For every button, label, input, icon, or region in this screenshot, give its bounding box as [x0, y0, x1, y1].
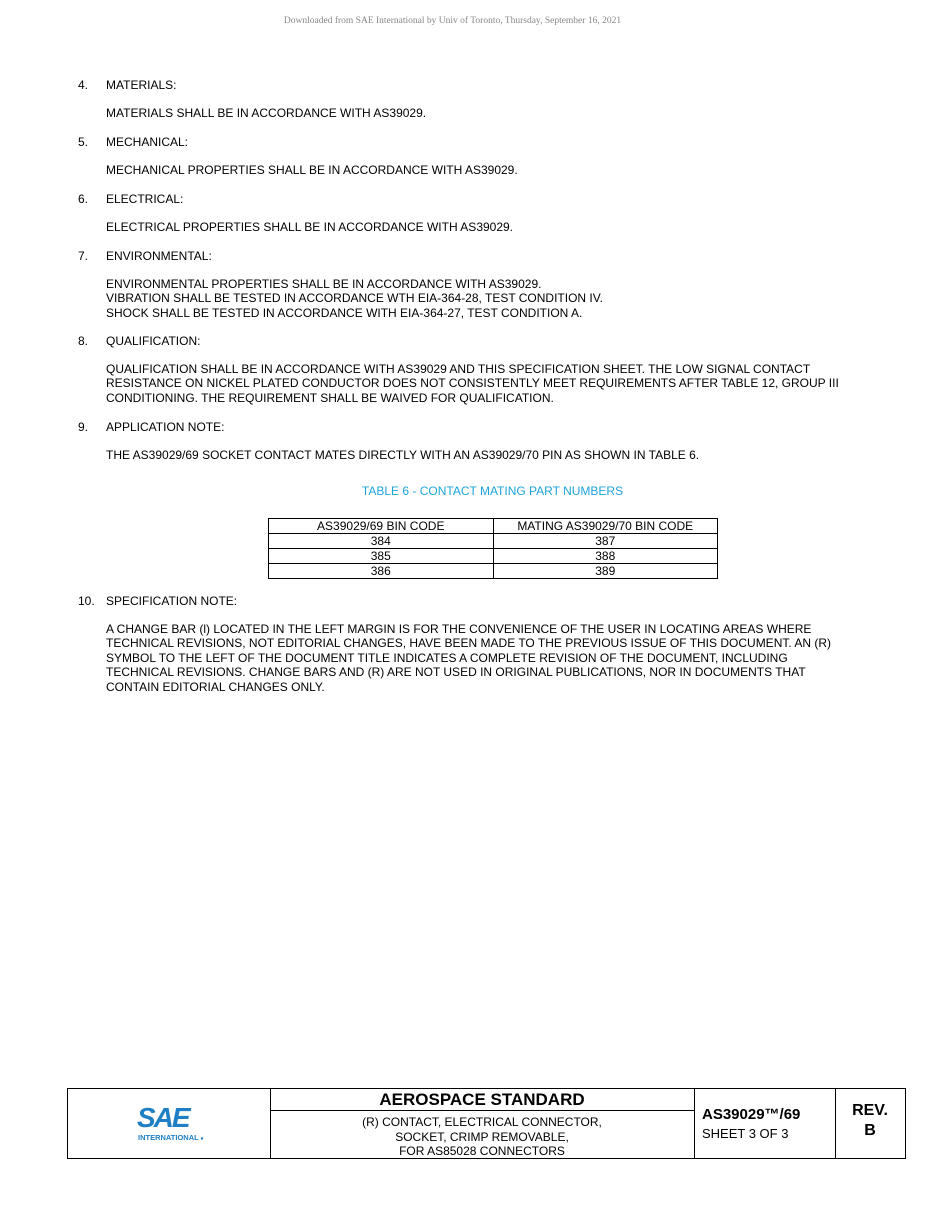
section-mechanical — [78, 135, 888, 177]
sae-logo-text: SAE — [137, 1102, 189, 1133]
section-title: APPLICATION NOTE: — [106, 420, 225, 434]
title-block — [67, 1088, 906, 1159]
section-text: MECHANICAL PROPERTIES SHALL BE IN ACCORDANCE WITH AS39029. — [106, 163, 518, 177]
section-number: 7. — [78, 249, 89, 263]
table-cell: 389 — [493, 564, 718, 579]
section-number: 6. — [78, 192, 89, 206]
section-text: TECHNICAL REVISIONS, NOT EDITORIAL CHANGES, HAVE BEEN MADE TO THE PREVIOUS ISSUE OF THIS DOCUMENT. AN (R) — [106, 636, 832, 651]
section-environmental — [78, 249, 888, 320]
section-qualification — [78, 334, 888, 405]
registered-mark-icon — [201, 1137, 203, 1139]
table-row — [269, 534, 718, 549]
download-watermark: Downloaded from SAE International by Univ of Toronto, Thursday, September 16, 2021 — [283, 16, 622, 26]
document-description — [270, 1111, 694, 1159]
sae-logo — [136, 1101, 206, 1143]
section-text: TECHNICAL REVISIONS. CHANGE BARS AND (R) ARE NOT USED IN ORIGINAL PUBLICATIONS, NOR IN DOCUMENTS THAT — [106, 665, 806, 680]
revision-value: B — [864, 1122, 876, 1139]
section-specification-note — [78, 594, 888, 694]
description-line: FOR AS85028 CONNECTORS — [399, 1144, 565, 1158]
contact-mating-table — [268, 518, 718, 579]
revision-cell — [835, 1089, 905, 1158]
table-cell: 385 — [269, 549, 494, 564]
section-text: A CHANGE BAR (l) LOCATED IN THE LEFT MARGIN IS FOR THE CONVENIENCE OF THE USER IN LOCATING AREAS WHERE — [106, 622, 812, 636]
sae-logo-subtext: INTERNATIONAL — [138, 1133, 199, 1142]
section-text: SHOCK SHALL BE TESTED IN ACCORDANCE WITH EIA-364-27, TEST CONDITION A. — [106, 305, 583, 320]
section-number: 10. — [78, 594, 95, 608]
table-row — [269, 564, 718, 579]
table-6-title: TABLE 6 - CONTACT MATING PART NUMBERS — [361, 484, 624, 498]
table-cell: 388 — [493, 549, 718, 564]
table-header-row — [269, 519, 718, 534]
document-number-cell — [694, 1089, 836, 1158]
table-header-cell: AS39029/69 BIN CODE — [269, 519, 494, 534]
table-row — [269, 549, 718, 564]
section-title: ENVIRONMENTAL: — [106, 249, 212, 263]
description-line: (R) CONTACT, ELECTRICAL CONNECTOR, — [362, 1115, 602, 1129]
section-text: CONDITIONING. THE REQUIREMENT SHALL BE WAIVED FOR QUALIFICATION. — [106, 390, 554, 405]
section-application-note — [78, 420, 888, 462]
section-text: ENVIRONMENTAL PROPERTIES SHALL BE IN ACCORDANCE WITH AS39029. — [106, 277, 542, 291]
section-materials — [78, 78, 888, 120]
section-electrical — [78, 192, 888, 234]
table-header-cell: MATING AS39029/70 BIN CODE — [493, 519, 718, 534]
section-title: MATERIALS: — [106, 78, 177, 92]
revision-label: REV. — [852, 1102, 888, 1119]
description-line: SOCKET, CRIMP REMOVABLE, — [395, 1129, 569, 1144]
logo-cell — [68, 1089, 271, 1158]
document-number: AS39029™/69 — [702, 1106, 801, 1123]
table-cell: 386 — [269, 564, 494, 579]
section-text: THE AS39029/69 SOCKET CONTACT MATES DIRECTLY WITH AN AS39029/70 PIN AS SHOWN IN TABLE 6. — [106, 448, 700, 462]
section-title: QUALIFICATION: — [106, 334, 201, 348]
title-cell — [270, 1089, 695, 1158]
section-text: RESISTANCE ON NICKEL PLATED CONDUCTOR DOES NOT CONSISTENTLY MEET REQUIREMENTS AFTER TABLE 12, GROUP III — [106, 376, 839, 391]
section-text: CONTAIN EDITORIAL CHANGES ONLY. — [106, 679, 325, 694]
section-title: SPECIFICATION NOTE: — [106, 594, 238, 608]
section-text: SYMBOL TO THE LEFT OF THE DOCUMENT TITLE INDICATES A COMPLETE REVISION OF THE DOCUMENT, INCLUDING — [106, 650, 788, 665]
section-number: 5. — [78, 135, 89, 149]
section-number: 8. — [78, 334, 89, 348]
section-number: 4. — [78, 78, 89, 92]
section-title: MECHANICAL: — [106, 135, 189, 149]
section-text: VIBRATION SHALL BE TESTED IN ACCORDANCE WTH EIA-364-28, TEST CONDITION IV. — [106, 291, 604, 306]
section-text: MATERIALS SHALL BE IN ACCORDANCE WITH AS39029. — [106, 106, 427, 120]
table-cell: 387 — [493, 534, 718, 549]
table-cell: 384 — [269, 534, 494, 549]
section-text: ELECTRICAL PROPERTIES SHALL BE IN ACCORDANCE WITH AS39029. — [106, 220, 514, 234]
sheet-number: SHEET 3 OF 3 — [702, 1126, 789, 1141]
section-text: QUALIFICATION SHALL BE IN ACCORDANCE WITH AS39029 AND THIS SPECIFICATION SHEET. THE LOW SIGNAL CONTACT — [106, 362, 811, 376]
section-title: ELECTRICAL: — [106, 192, 184, 206]
section-number: 9. — [78, 420, 89, 434]
standard-title: AEROSPACE STANDARD — [270, 1089, 694, 1111]
